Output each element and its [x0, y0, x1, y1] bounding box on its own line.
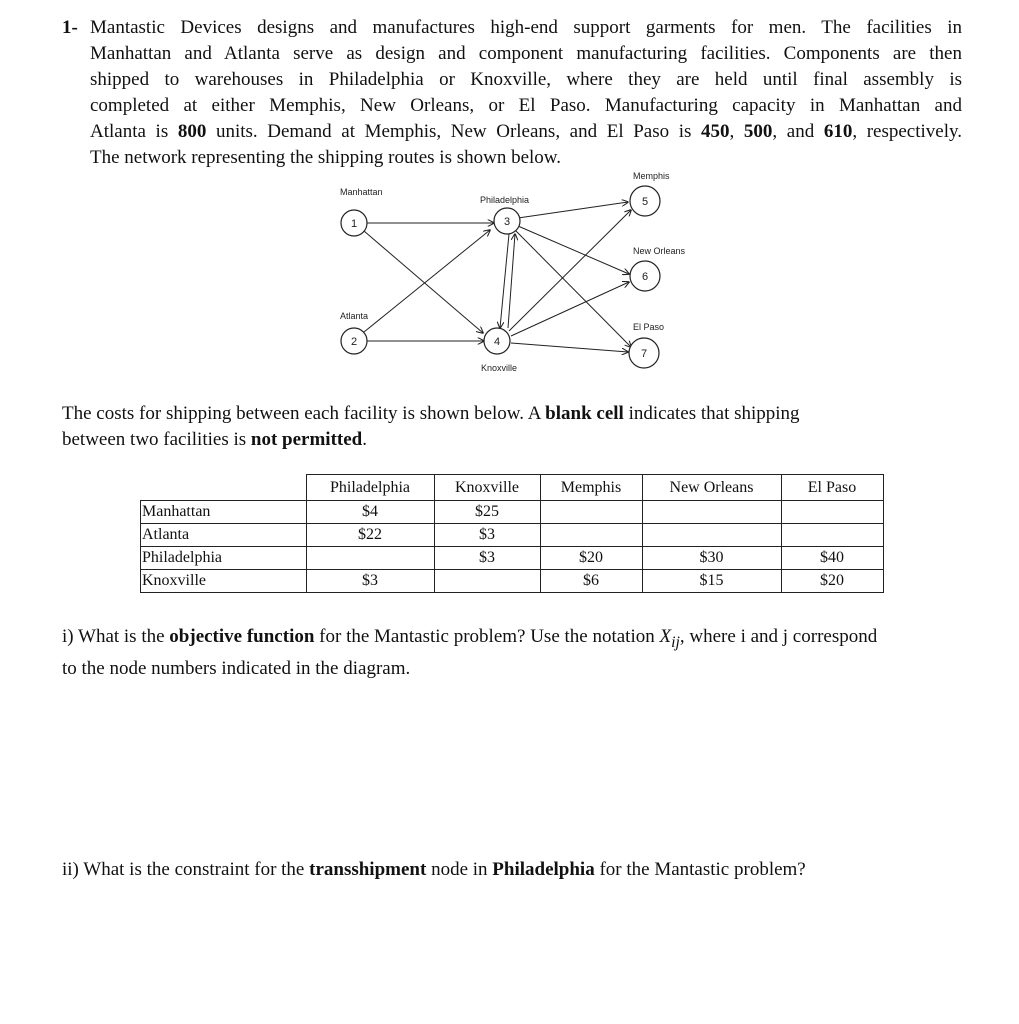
network-diagram: [320, 165, 700, 380]
table-cell: $40: [781, 547, 883, 570]
blank-cell-phrase: blank cell: [545, 403, 624, 424]
cost-table: [140, 474, 884, 593]
capacity-value: 800: [177, 121, 207, 142]
node-6-number: 6: [641, 271, 649, 283]
row-label: Knoxville: [141, 570, 307, 593]
node-6-label: New Orleans: [633, 246, 686, 256]
node-1-number: 1: [350, 218, 358, 230]
node-4-number: 4: [493, 336, 501, 348]
row-label: Manhattan: [141, 501, 307, 524]
table-cell: $25: [434, 501, 540, 524]
node-3-label: Philadelphia: [480, 195, 530, 205]
notation-variable: X: [659, 626, 672, 647]
demand-el-paso: 610: [823, 121, 853, 142]
demand-memphis: 450: [701, 121, 730, 142]
node-2-label: Atlanta: [340, 311, 369, 321]
table-row: [141, 524, 884, 547]
table-cell: [540, 501, 642, 524]
arc-4-6: [511, 282, 629, 336]
problem-line-3: shipped to warehouses in Philadelphia or Knoxville, where they are held until final assembly is: [90, 69, 962, 90]
demand-new-orleans: 500: [743, 121, 773, 142]
node-4-label: Knoxville: [481, 363, 518, 373]
node-5-number: 5: [641, 196, 649, 208]
problem-number: 1-: [62, 17, 78, 38]
arc-4-5: [509, 210, 631, 331]
table-cell: $4: [306, 501, 434, 524]
table-corner: [141, 475, 307, 501]
table-cell: $22: [306, 524, 434, 547]
table-row: [141, 501, 884, 524]
column-header: Memphis: [540, 475, 642, 501]
table-cell: [642, 524, 781, 547]
table-cell: $3: [306, 570, 434, 593]
table-cell: [434, 570, 540, 593]
table-cell: $20: [781, 570, 883, 593]
arc-3-4: [500, 234, 509, 328]
problem-line-1: Mantastic Devices designs and manufactures high-end support garments for men. The facilities in: [90, 17, 962, 38]
table-cell: $3: [434, 547, 540, 570]
table-cell: $30: [642, 547, 781, 570]
problem-line-5: Atlanta is 800 units. Demand at Memphis, New Orleans, and El Paso is 450, 500, and 610, respectively.: [90, 121, 963, 142]
table-header-row: [141, 475, 884, 501]
problem-statement: [62, 15, 962, 171]
problem-line-6: The network representing the shipping routes is shown below.: [90, 147, 562, 168]
table-cell: $20: [540, 547, 642, 570]
table-row: [141, 547, 884, 570]
node-1-label: Manhattan: [340, 187, 383, 197]
column-header: El Paso: [781, 475, 883, 501]
problem-line-2: Manhattan and Atlanta serve as design and component manufacturing facilities. Components are then: [90, 43, 962, 64]
not-permitted-phrase: not permitted: [250, 429, 363, 450]
table-cell: $15: [642, 570, 781, 593]
costs-intro: The costs for shipping between each facility is shown below. A blank cell indicates that shipping between two facilities is not permitted.: [62, 403, 800, 450]
row-label: Atlanta: [141, 524, 307, 547]
objective-function-phrase: objective function: [169, 626, 315, 647]
table-cell: [540, 524, 642, 547]
arc-4-7: [511, 343, 628, 352]
arc-2-3: [364, 230, 490, 332]
table-cell: [781, 501, 883, 524]
problem-line-4: completed at either Memphis, New Orleans, or El Paso. Manufacturing capacity in Manhattan and: [90, 95, 962, 116]
table-cell: $6: [540, 570, 642, 593]
transshipment-phrase: transshipment: [309, 859, 427, 880]
column-header: Philadelphia: [306, 475, 434, 501]
notation-subscript: ij: [671, 633, 680, 651]
node-7-label: El Paso: [633, 322, 665, 332]
node-7-number: 7: [640, 348, 648, 360]
node-3-number: 3: [503, 216, 511, 228]
row-label: Philadelphia: [141, 547, 307, 570]
arc-3-5: [518, 202, 628, 218]
philadelphia-phrase: Philadelphia: [492, 859, 595, 880]
table-cell: [781, 524, 883, 547]
arc-4-3: [508, 234, 515, 328]
table-cell: [306, 547, 434, 570]
table-row: [141, 570, 884, 593]
node-5-label: Memphis: [633, 171, 670, 181]
node-2-number: 2: [350, 336, 358, 348]
column-header: New Orleans: [642, 475, 781, 501]
question-ii: ii) What is the constraint for the transshipment node in Philadelphia for the Mantastic problem?: [62, 859, 806, 880]
table-cell: [642, 501, 781, 524]
table-cell: $3: [434, 524, 540, 547]
question-i: i) What is the objective function for the Mantastic problem? Use the notation $X_{ij}$, where i and j correspond to the node numbers indicated in the diagram.: [62, 626, 878, 679]
column-header: Knoxville: [434, 475, 540, 501]
